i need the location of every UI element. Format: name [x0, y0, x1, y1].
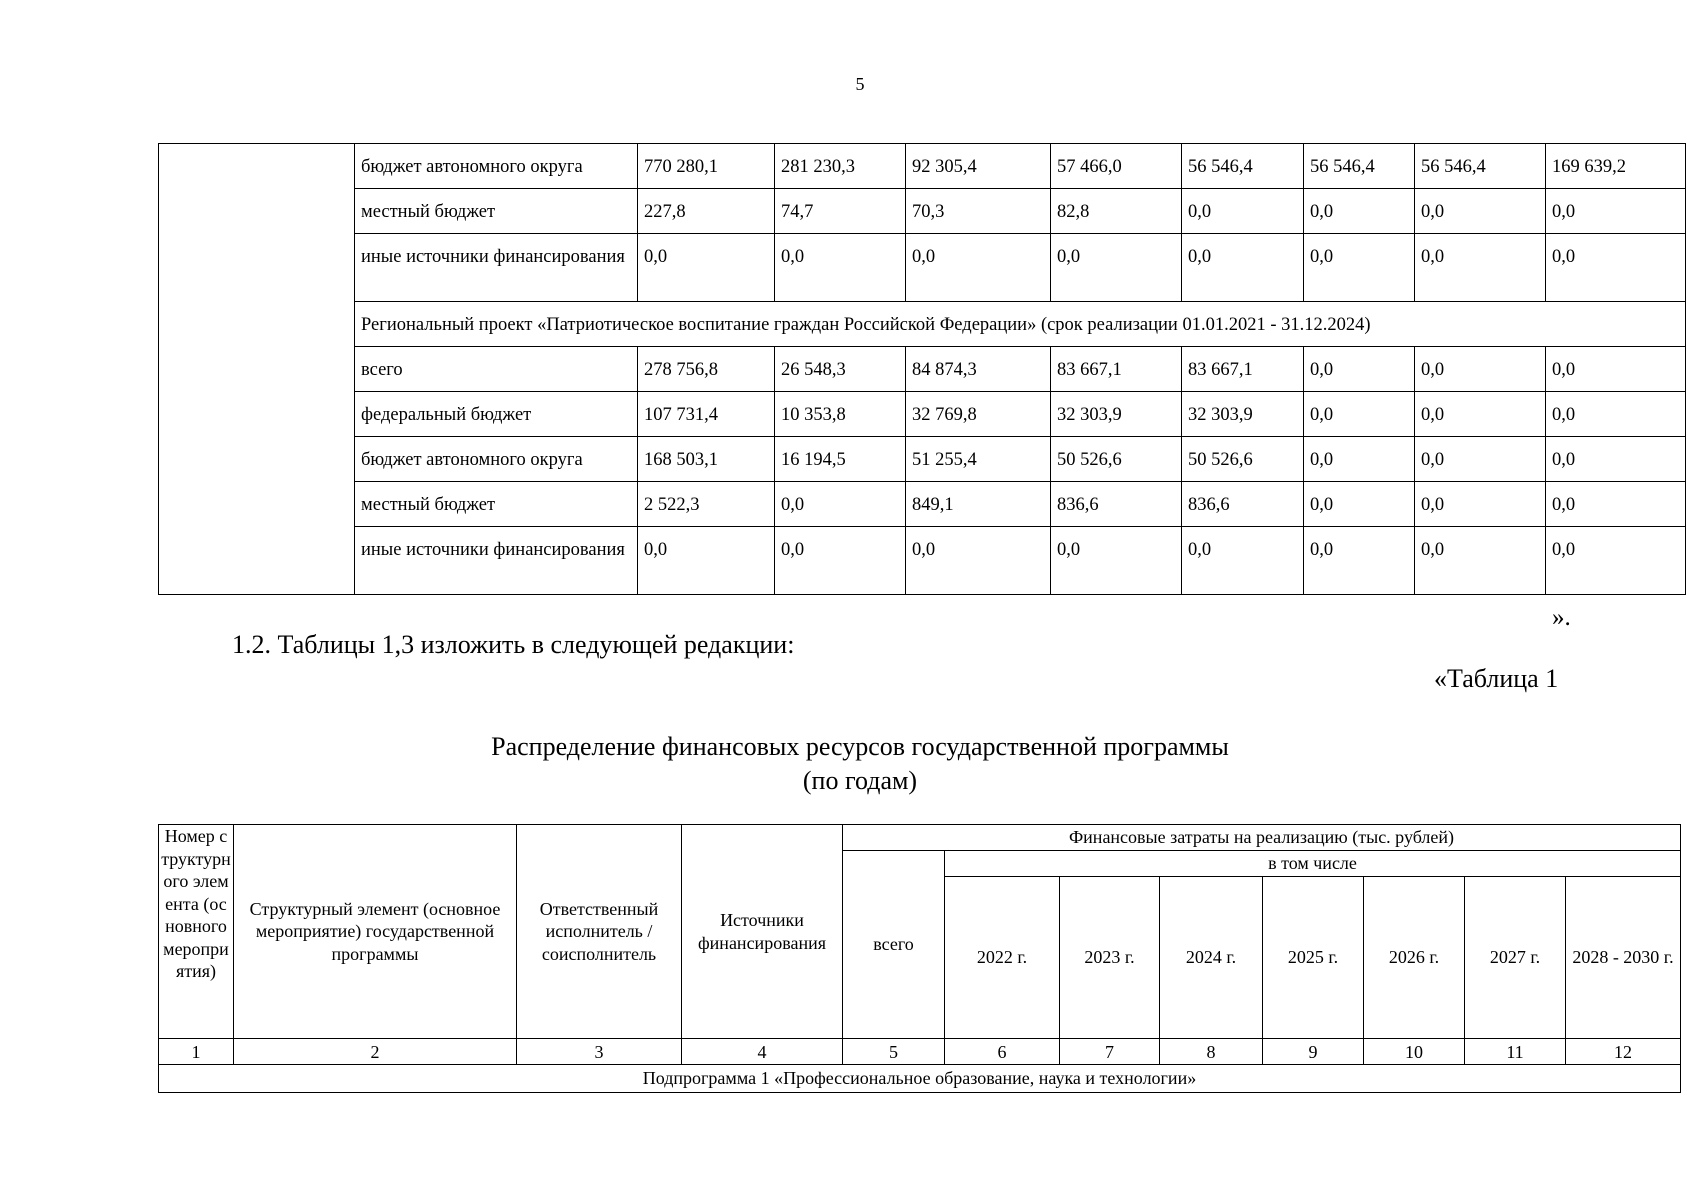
header-year: 2024 г.	[1160, 877, 1263, 1039]
value-cell: 10 353,8	[775, 392, 906, 437]
table-row	[159, 234, 1686, 302]
value-cell: 0,0	[1546, 234, 1686, 302]
header-total: всего	[843, 851, 945, 1039]
value-cell: 50 526,6	[1051, 437, 1182, 482]
value-cell: 70,3	[906, 189, 1051, 234]
value-cell: 32 303,9	[1051, 392, 1182, 437]
value-cell: 0,0	[1546, 527, 1686, 595]
value-cell: 0,0	[1415, 437, 1546, 482]
subprogram-row: Подпрограмма 1 «Профессиональное образование, наука и технологии»	[159, 1065, 1681, 1093]
row-label: федеральный бюджет	[355, 392, 638, 437]
header-table	[158, 824, 1681, 1093]
column-number: 8	[1160, 1039, 1263, 1065]
value-cell: 0,0	[1546, 437, 1686, 482]
row-label: иные источники финансирования	[355, 234, 638, 302]
header-funding-sources: Источники финансирования	[682, 825, 843, 1039]
row-label: местный бюджет	[355, 189, 638, 234]
value-cell: 51 255,4	[906, 437, 1051, 482]
column-number: 12	[1566, 1039, 1681, 1065]
value-cell: 0,0	[1304, 234, 1415, 302]
closing-quote: ».	[1552, 604, 1571, 631]
column-number: 3	[517, 1039, 682, 1065]
value-cell: 0,0	[1304, 392, 1415, 437]
header-year: 2026 г.	[1364, 877, 1465, 1039]
page-number: 5	[855, 74, 865, 94]
table-caption: «Таблица 1	[1434, 664, 1559, 693]
column-number: 9	[1263, 1039, 1364, 1065]
value-cell: 56 546,4	[1415, 144, 1546, 189]
value-cell: 169 639,2	[1546, 144, 1686, 189]
value-cell: 83 667,1	[1182, 347, 1304, 392]
column-number: 11	[1465, 1039, 1566, 1065]
paragraph-text: 1.2. Таблицы 1,3 изложить в следующей редакции:	[232, 630, 795, 659]
row-label: бюджет автономного округа	[355, 437, 638, 482]
value-cell: 107 731,4	[638, 392, 775, 437]
value-cell: 227,8	[638, 189, 775, 234]
value-cell: 0,0	[1182, 189, 1304, 234]
value-cell: 0,0	[1304, 437, 1415, 482]
value-cell: 0,0	[1304, 189, 1415, 234]
column-number: 2	[234, 1039, 517, 1065]
value-cell: 92 305,4	[906, 144, 1051, 189]
header-structural-number: Номер структурного элемента (основного мероприятия)	[159, 825, 234, 1039]
continuation-table	[158, 143, 1686, 595]
header-year: 2023 г.	[1060, 877, 1160, 1039]
value-cell: 50 526,6	[1182, 437, 1304, 482]
value-cell: 0,0	[906, 527, 1051, 595]
value-cell: 83 667,1	[1051, 347, 1182, 392]
value-cell: 836,6	[1051, 482, 1182, 527]
value-cell: 0,0	[775, 527, 906, 595]
column-number: 6	[945, 1039, 1060, 1065]
header-including: в том числе	[945, 851, 1681, 877]
document-title	[0, 730, 1697, 798]
table-row	[159, 482, 1686, 527]
value-cell: 56 546,4	[1182, 144, 1304, 189]
header-year: 2022 г.	[945, 877, 1060, 1039]
title-line-1: Распределение финансовых ресурсов государственной программы	[491, 732, 1229, 761]
empty-number-cell	[159, 144, 355, 595]
value-cell: 57 466,0	[1051, 144, 1182, 189]
value-cell: 84 874,3	[906, 347, 1051, 392]
value-cell: 0,0	[638, 234, 775, 302]
header-year: 2027 г.	[1465, 877, 1566, 1039]
value-cell: 82,8	[1051, 189, 1182, 234]
header-year: 2025 г.	[1263, 877, 1364, 1039]
value-cell: 0,0	[1415, 392, 1546, 437]
table-row	[159, 392, 1686, 437]
value-cell: 16 194,5	[775, 437, 906, 482]
column-number: 1	[159, 1039, 234, 1065]
row-label: местный бюджет	[355, 482, 638, 527]
value-cell: 56 546,4	[1304, 144, 1415, 189]
value-cell: 0,0	[775, 234, 906, 302]
value-cell: 849,1	[906, 482, 1051, 527]
value-cell: 0,0	[638, 527, 775, 595]
table-row	[159, 189, 1686, 234]
value-cell: 770 280,1	[638, 144, 775, 189]
value-cell: 281 230,3	[775, 144, 906, 189]
row-label: иные источники финансирования	[355, 527, 638, 595]
value-cell: 0,0	[1415, 527, 1546, 595]
value-cell: 168 503,1	[638, 437, 775, 482]
value-cell: 0,0	[1415, 234, 1546, 302]
value-cell: 278 756,8	[638, 347, 775, 392]
header-year: 2028 - 2030 г.	[1566, 877, 1681, 1039]
value-cell: 26 548,3	[775, 347, 906, 392]
value-cell: 0,0	[1182, 234, 1304, 302]
table-row	[159, 347, 1686, 392]
value-cell: 0,0	[1546, 347, 1686, 392]
value-cell: 32 303,9	[1182, 392, 1304, 437]
column-number: 5	[843, 1039, 945, 1065]
value-cell: 0,0	[1546, 392, 1686, 437]
column-number: 7	[1060, 1039, 1160, 1065]
header-responsible: Ответственный исполнитель / соисполнитель	[517, 825, 682, 1039]
value-cell: 0,0	[1546, 189, 1686, 234]
value-cell: 0,0	[775, 482, 906, 527]
value-cell: 0,0	[1304, 527, 1415, 595]
value-cell: 0,0	[1182, 527, 1304, 595]
value-cell: 32 769,8	[906, 392, 1051, 437]
row-label: всего	[355, 347, 638, 392]
table-row	[159, 437, 1686, 482]
column-number: 4	[682, 1039, 843, 1065]
row-label: бюджет автономного округа	[355, 144, 638, 189]
column-number: 10	[1364, 1039, 1465, 1065]
value-cell: 0,0	[906, 234, 1051, 302]
header-financial-costs: Финансовые затраты на реализацию (тыс. рублей)	[843, 825, 1681, 851]
value-cell: 836,6	[1182, 482, 1304, 527]
value-cell: 0,0	[1051, 527, 1182, 595]
value-cell: 0,0	[1304, 482, 1415, 527]
title-line-2: (по годам)	[802, 766, 918, 795]
value-cell: 0,0	[1051, 234, 1182, 302]
value-cell: 2 522,3	[638, 482, 775, 527]
header-structural-element: Структурный элемент (основное мероприятие) государственной программы	[234, 825, 517, 1039]
table-row	[159, 144, 1686, 189]
value-cell: 0,0	[1546, 482, 1686, 527]
regional-project-row: Региональный проект «Патриотическое воспитание граждан Российской Федерации» (срок реализации 01.01.2021 - 31.12.2024)	[355, 302, 1686, 347]
value-cell: 0,0	[1415, 189, 1546, 234]
value-cell: 0,0	[1304, 347, 1415, 392]
value-cell: 0,0	[1415, 347, 1546, 392]
value-cell: 74,7	[775, 189, 906, 234]
value-cell: 0,0	[1415, 482, 1546, 527]
table-row	[159, 527, 1686, 595]
